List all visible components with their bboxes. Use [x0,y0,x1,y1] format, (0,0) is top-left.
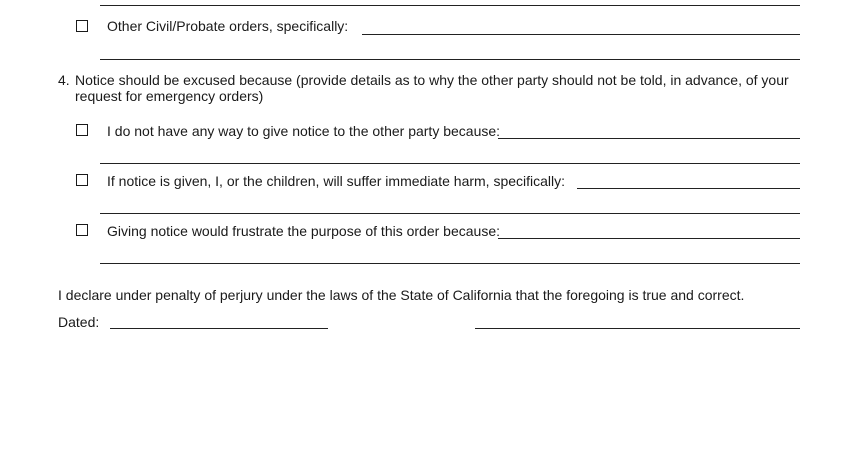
immediate-harm-label: If notice is given, I, or the children, will suffer immediate harm, specifically: [107,173,566,189]
frustrate-purpose-answer-line-2[interactable] [100,263,800,264]
frustrate-purpose-checkbox[interactable] [76,224,88,236]
declaration-text: I declare under penalty of perjury under the laws of the State of California that the foregoing is true and correct. [58,287,745,303]
other-orders-checkbox[interactable] [76,20,88,32]
frustrate-purpose-label: Giving notice would frustrate the purpose of this order because: [107,223,500,239]
section-number: 4. [58,72,70,88]
section-heading-line1: Notice should be excused because (provide details as to why the other party should not be told, in advance, of your [75,72,789,88]
immediate-harm-checkbox[interactable] [76,174,88,186]
other-orders-answer-line-2[interactable] [100,59,800,60]
immediate-harm-answer-line[interactable] [577,188,800,189]
no-way-to-notify-answer-line[interactable] [498,138,800,139]
dated-line[interactable] [110,328,328,329]
no-way-to-notify-label: I do not have any way to give notice to the other party because: [107,123,501,139]
dated-label: Dated: [58,314,100,330]
no-way-to-notify-answer-line-2[interactable] [100,163,800,164]
frustrate-purpose-answer-line[interactable] [498,238,800,239]
section-heading-line2: request for emergency orders) [75,88,264,104]
top-answer-line[interactable] [100,5,800,6]
immediate-harm-answer-line-2[interactable] [100,213,800,214]
signature-line[interactable] [475,328,800,329]
no-way-to-notify-checkbox[interactable] [76,124,88,136]
other-orders-answer-line[interactable] [362,34,800,35]
other-orders-label: Other Civil/Probate orders, specifically: [107,18,349,34]
